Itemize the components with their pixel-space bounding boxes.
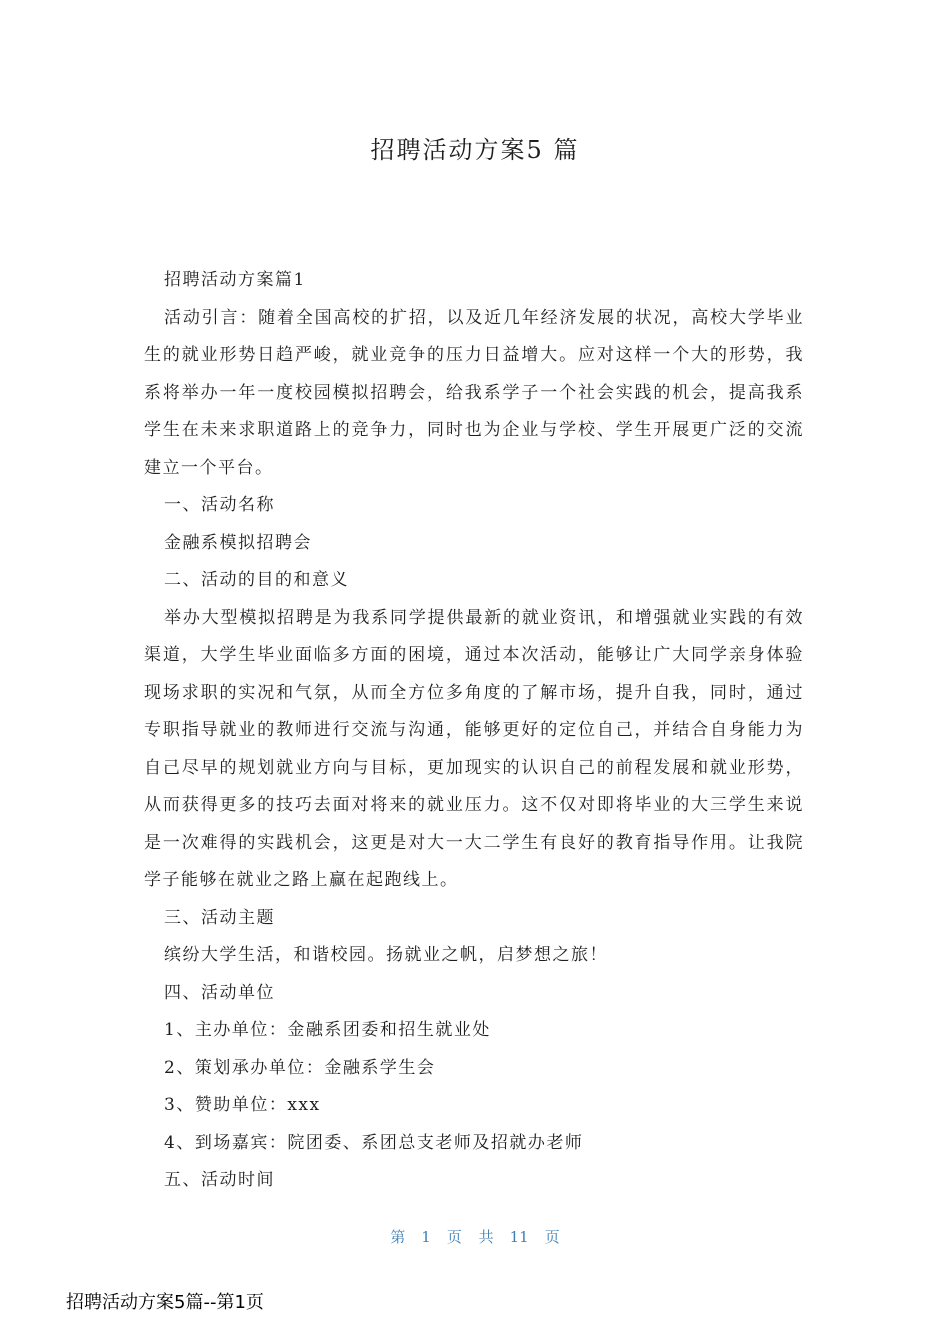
document-body <box>144 262 804 1200</box>
page-label: 第 <box>390 1228 406 1246</box>
page-label: 页 <box>544 1228 560 1246</box>
document-caption: 招聘活动方案5篇--第1页 <box>66 1292 264 1313</box>
document-title: 招聘活动方案5 篇 <box>370 136 580 164</box>
paragraph: 活动引言：随着全国高校的扩招，以及近几年经济发展的状况，高校大学毕业生的就业形势日趋严峻，就业竞争的压力日益增大。应对这样一个大的形势，我系将举办一年一度校园模拟招聘会，给我系学子一个社会实践的机会，提高我系学生在未来求职道路上的竞争力，同时也为企业与学校、学生开展更广泛的交流建立一个平台。 <box>144 307 804 478</box>
total-pages: 11 <box>509 1228 529 1246</box>
section-heading: 二、活动的目的和意义 <box>164 570 349 590</box>
paragraph: 金融系模拟招聘会 <box>164 532 312 553</box>
paragraph: 举办大型模拟招聘是为我系同学提供最新的就业资讯，和增强就业实践的有效渠道，大学生毕业面临多方面的困境，通过本次活动，能够让广大同学亲身体验现场求职的实况和气氛，从而全方位多角度的了解市场，提升自我，同时，通过专职指导就业的教师进行交流与沟通，能够更好的定位自己，并结合自身能力为自己尽早的规划就业方向与目标，更加现实的认识自己的前程发展和就业形势，从而获得更多的技巧去面对将来的就业压力。这不仅对即将毕业的大三学生来说是一次难得的实践机会，这更是对大一大二学生有良好的教育指导作用。让我院学子能够在就业之路上赢在起跑线上。 <box>144 607 804 890</box>
section-heading: 五、活动时间 <box>164 1170 275 1190</box>
section-heading: 四、活动单位 <box>164 982 275 1003</box>
list-item: 4、到场嘉宾：院团委、系团总支老师及招就办老师 <box>164 1132 584 1153</box>
page-number <box>0 1226 950 1247</box>
current-page: 1 <box>421 1228 431 1246</box>
section-heading: 三、活动主题 <box>164 907 275 928</box>
page-label: 页 共 <box>446 1228 494 1246</box>
section-heading: 招聘活动方案篇1 <box>164 270 306 290</box>
section-heading: 一、活动名称 <box>164 495 275 515</box>
list-item: 3、赞助单位：xxx <box>164 1095 321 1115</box>
list-item: 2、策划承办单位：金融系学生会 <box>164 1057 436 1078</box>
list-item: 1、主办单位：金融系团委和招生就业处 <box>164 1020 491 1040</box>
paragraph: 缤纷大学生活，和谐校园。扬就业之帆，启梦想之旅！ <box>164 945 608 965</box>
